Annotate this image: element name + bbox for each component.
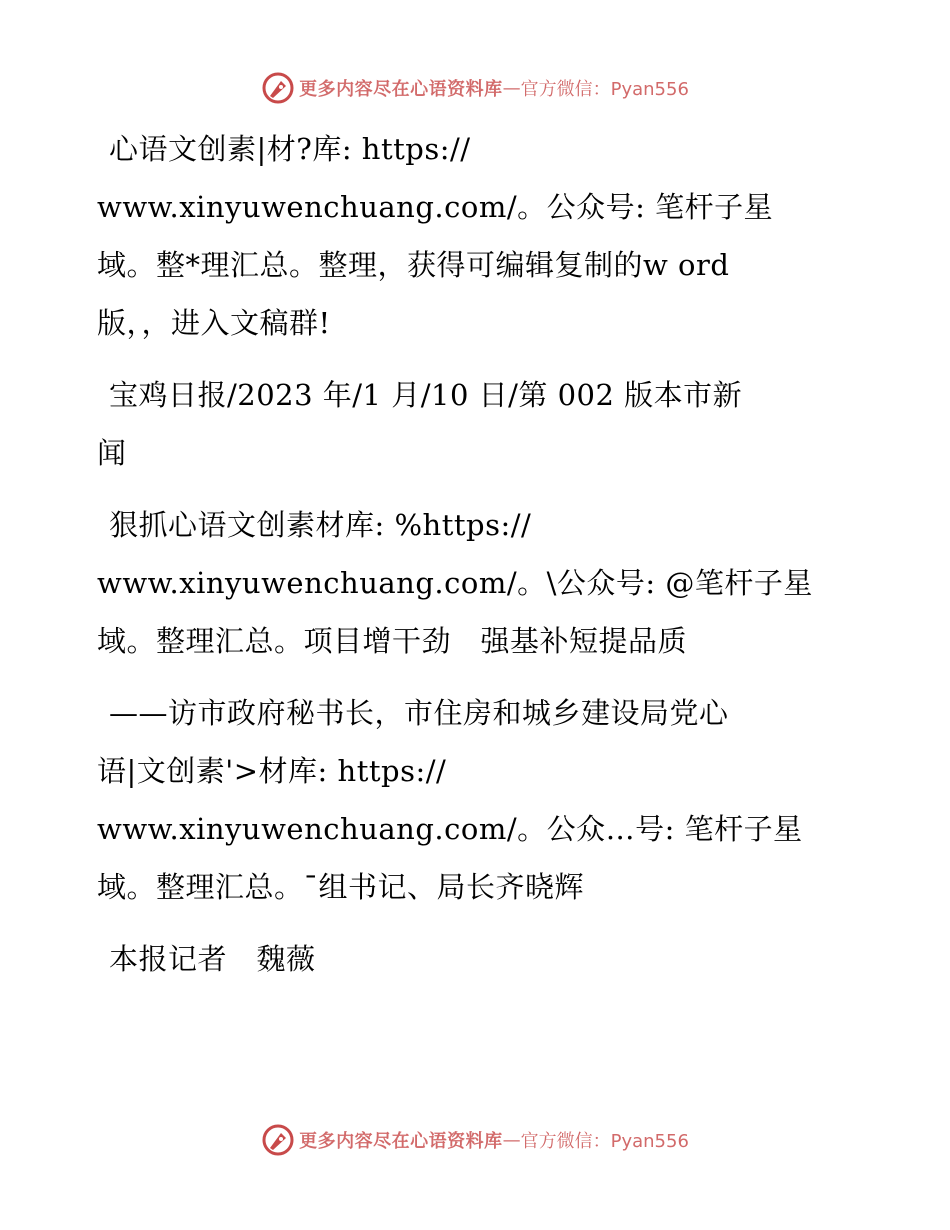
paragraph-source xyxy=(97,366,857,482)
document-body xyxy=(97,120,857,1002)
text-line: 心语文创素|材?库: https:// xyxy=(109,132,471,166)
banner-separator: — xyxy=(502,77,521,99)
paragraph-byline xyxy=(97,930,857,988)
text-line: 本报记者 魏薇 xyxy=(109,942,316,976)
text-line: www.xinyuwenchuang.com/。公众号: 笔杆子星 xyxy=(97,190,774,224)
text-line: 版，，进入文稿群! xyxy=(97,306,331,340)
text-line: 域。整*理汇总。整理，获得可编辑复制的w ord xyxy=(97,248,730,282)
paragraph-intro xyxy=(97,120,857,352)
text-line: ——访市政府秘书长，市住房和城乡建设局党心 xyxy=(109,696,729,730)
banner-wechat: 官方微信：Pyan556 xyxy=(520,79,689,100)
banner-wechat: 官方微信：Pyan556 xyxy=(520,1131,689,1152)
pen-nib-logo-icon xyxy=(261,1123,295,1157)
banner-separator: — xyxy=(502,1129,521,1151)
banner-text: 更多内容尽在心语资料库 xyxy=(299,1131,503,1152)
text-line: 宝鸡日报/2023 年/1 月/10 日/第 002 版本市新 xyxy=(109,378,743,412)
footer-banner xyxy=(0,1120,950,1160)
text-line: www.xinyuwenchuang.com/。公众…号: 笔杆子星 xyxy=(97,812,803,846)
text-line: 语|文创素'>材库: https:// xyxy=(97,754,447,788)
header-banner xyxy=(0,68,950,108)
text-line: www.xinyuwenchuang.com/。\公众号: @笔杆子星 xyxy=(97,566,813,600)
text-line: 狠抓心语文创素材库: %https:// xyxy=(109,508,532,542)
pen-nib-logo-icon xyxy=(261,71,295,105)
paragraph-subtitle xyxy=(97,684,857,916)
text-line: 域。整理汇总。¯组书记、局长齐晓辉 xyxy=(97,870,585,904)
banner-text: 更多内容尽在心语资料库 xyxy=(299,79,503,100)
text-line: 闻 xyxy=(97,436,127,470)
paragraph-headline xyxy=(97,496,857,670)
text-line: 域。整理汇总。项目增干劲 强基补短提品质 xyxy=(97,624,688,658)
